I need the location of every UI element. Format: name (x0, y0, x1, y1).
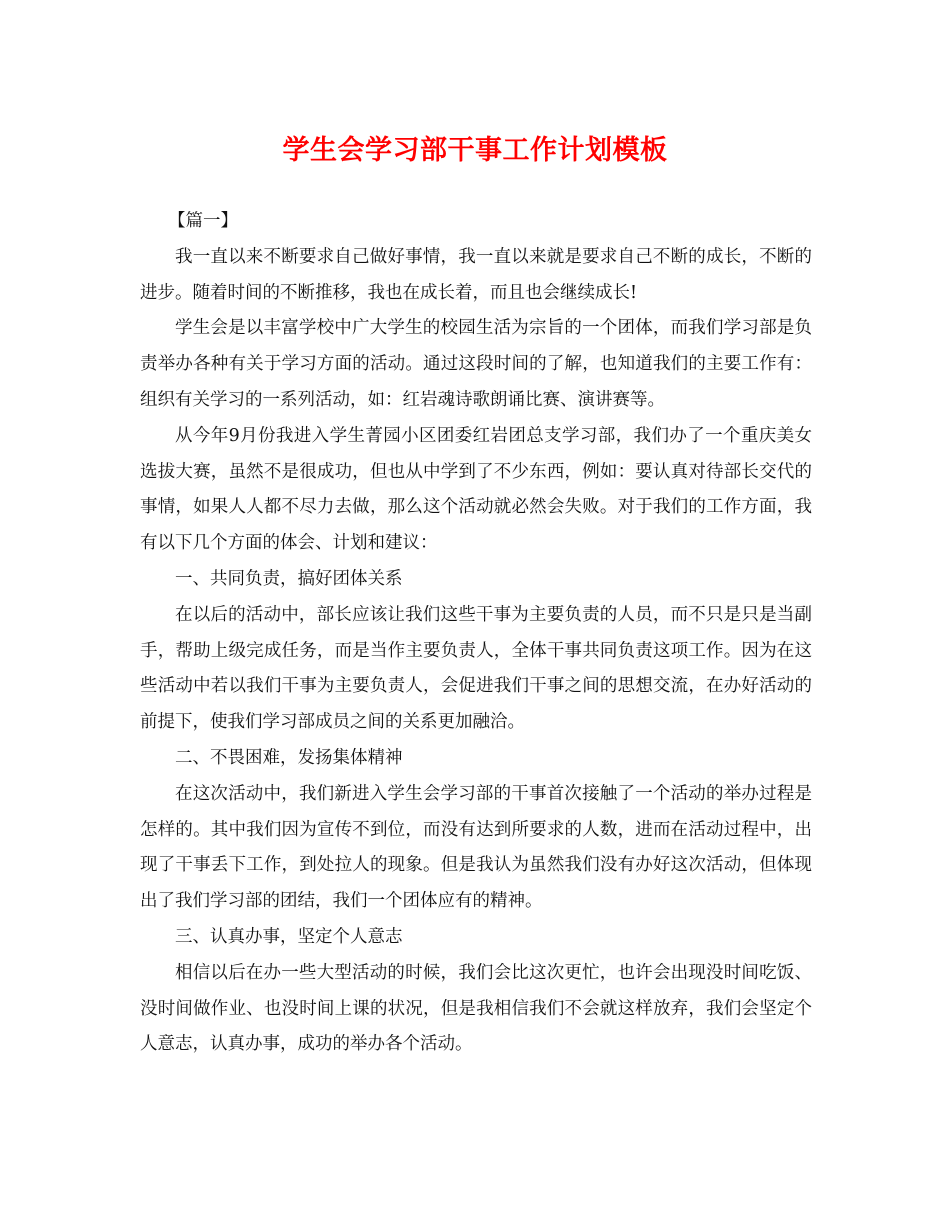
paragraph-experience: 从今年9月份我进入学生菁园小区团委红岩团总支学习部，我们办了一个重庆美女选拔大赛，虽然不是很成功，但也从中学到了不少东西，例如：要认真对待部长交代的事情，如果人人都不尽力去做，那么这个活动就必然会失败。对于我们的工作方面，我有以下几个方面的体会、计划和建议： (140, 425, 812, 554)
paragraph-point-three: 相信以后在办一些大型活动的时候，我们会比这次更忙，也许会出现没时间吃饭、没时间做作业、也没时间上课的状况，但是我相信我们不会就这样放弃，我们会坚定个人意志，认真办事，成功的举办各个活动。 (140, 962, 812, 1055)
heading-point-one: 一、共同负责，搞好团体关系 (175, 568, 403, 589)
paragraph-point-one: 在以后的活动中，部长应该让我们这些干事为主要负责的人员，而不只是只是当副手，帮助上级完成任务，而是当作主要负责人，全体干事共同负责这项工作。因为在这些活动中若以我们干事为主要负责人，会促进我们干事之间的思想交流，在办好活动的前提下，使我们学习部成员之间的关系更加融洽。 (140, 604, 812, 733)
paragraph-point-two: 在这次活动中，我们新进入学生会学习部的干事首次接触了一个活动的举办过程是怎样的。其中我们因为宣传不到位，而没有达到所要求的人数，进而在活动过程中，出现了干事丢下工作，到处拉人的现象。但是我认为虽然我们没有办好这次活动，但体现出了我们学习部的团结，我们一个团体应有的精神。 (140, 783, 812, 912)
document-title: 学生会学习部干事工作计划模板 (282, 135, 668, 166)
section-label-part-one: 【篇一】 (168, 211, 238, 231)
heading-point-two: 二、不畏困难，发扬集体精神 (175, 747, 403, 768)
heading-point-three: 三、认真办事，坚定个人意志 (175, 926, 403, 947)
paragraph-intro: 我一直以来不断要求自己做好事情，我一直以来就是要求自己不断的成长，不断的进步。随着时间的不断推移，我也在成长着，而且也会继续成长! (140, 246, 812, 303)
paragraph-student-union: 学生会是以丰富学校中广大学生的校园生活为宗旨的一个团体，而我们学习部是负责举办各种有关于学习方面的活动。通过这段时间的了解，也知道我们的主要工作有：组织有关学习的一系列活动，如：红岩魂诗歌朗诵比赛、演讲赛等。 (140, 318, 812, 410)
document-body (140, 204, 812, 1063)
